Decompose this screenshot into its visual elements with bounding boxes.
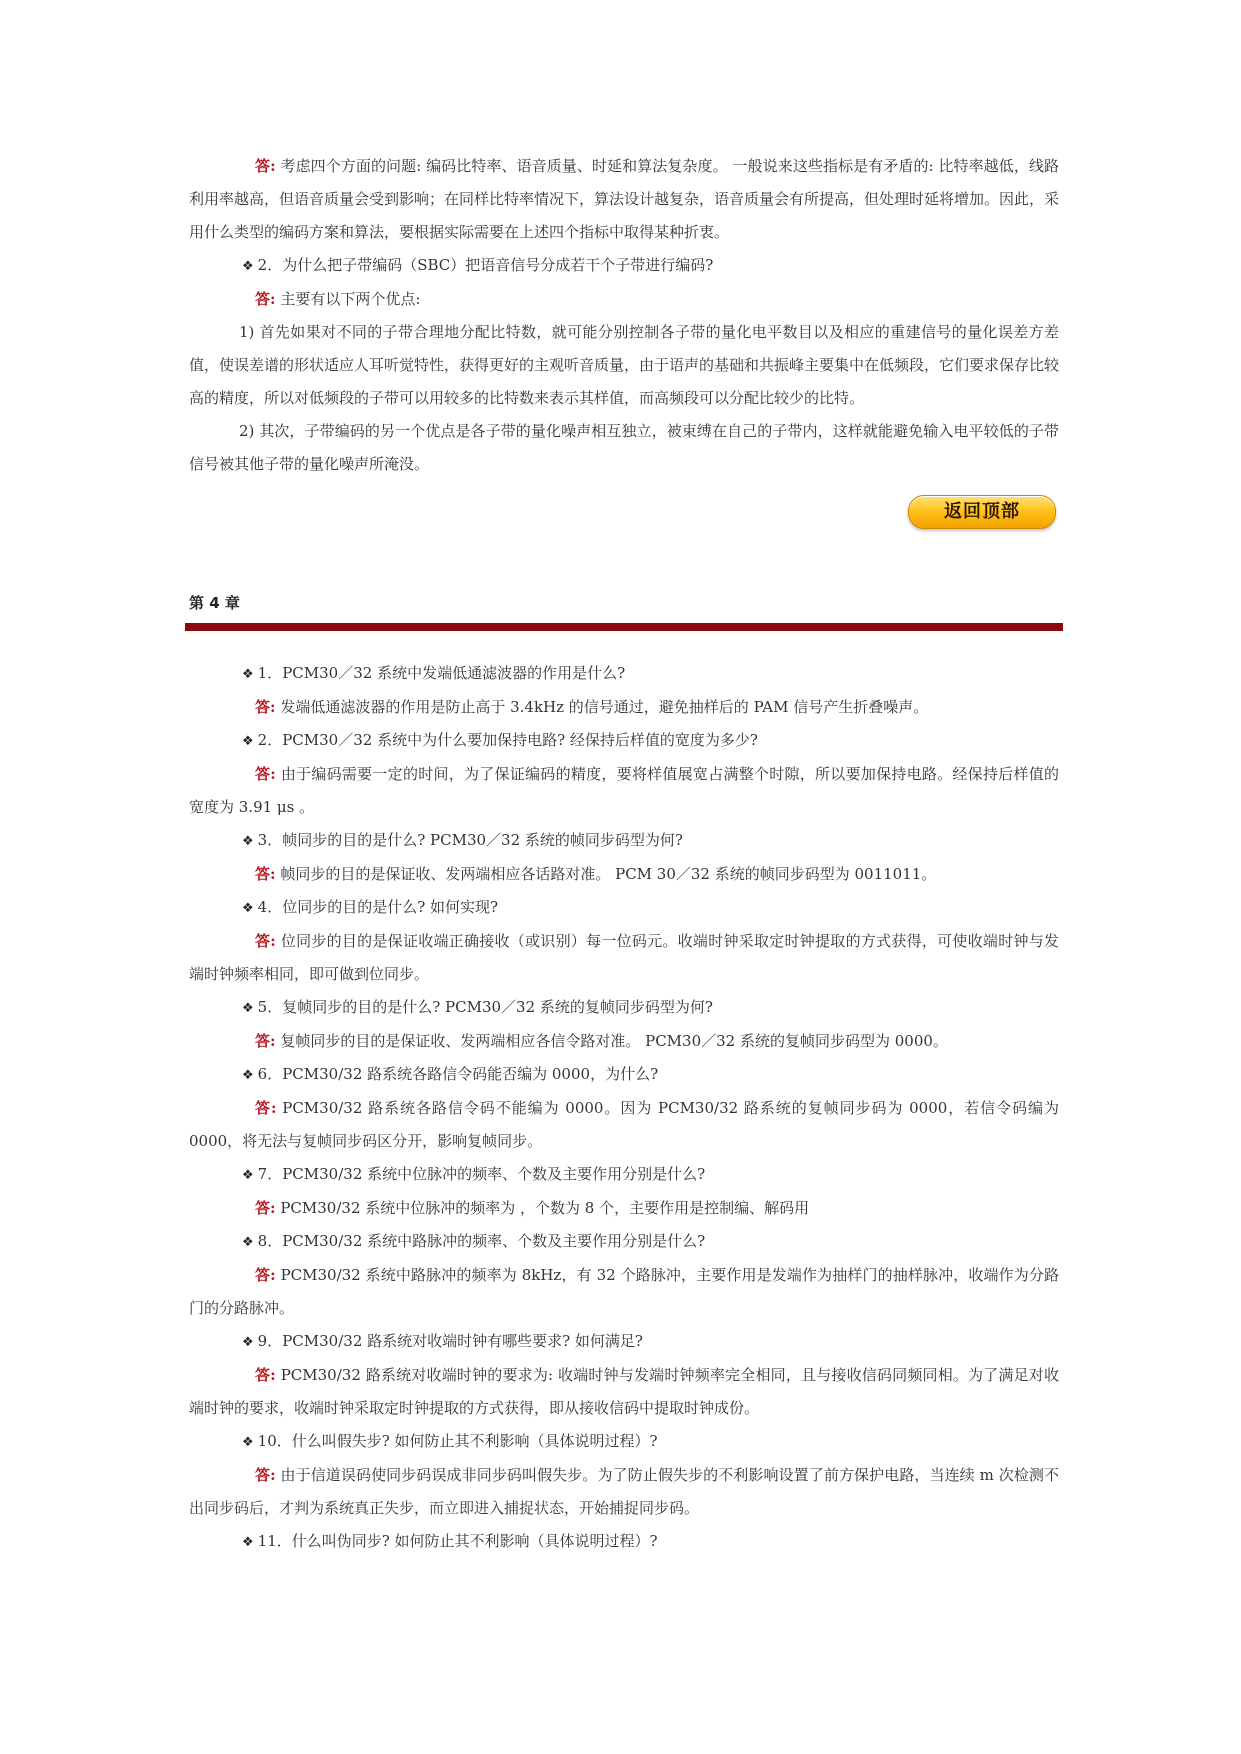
diamond-bullet-icon: ❖ (242, 901, 254, 916)
answer-text: 帧同步的目的是保证收、发两端相应各话路对准。 PCM 30／32 系统的帧同步码型为 0011011。 (280, 865, 937, 883)
answer-label: 答: (255, 290, 276, 308)
answer-label: 答: (255, 157, 276, 175)
answer-paragraph (189, 150, 1059, 249)
question-item (189, 1158, 1059, 1192)
question-text: 4．位同步的目的是什么? 如何实现? (257, 898, 499, 916)
diamond-bullet-icon: ❖ (242, 734, 254, 749)
answer-text: 考虑四个方面的问题: 编码比特率、语音质量、时延和算法复杂度。 一般说来这些指标是有矛盾的: 比特率越低，线路利用率越高，但语音质量会受到影响；在同样比特率情况下，算法设计越复杂，语音质量会有所提高，但处理时延将增加。因此，采用什么类型的编码方案和算法，要根据实际需要在上述四个指标中取得某种折衷。 (189, 157, 1060, 241)
chapter-divider (185, 623, 1063, 631)
diamond-bullet-icon: ❖ (242, 1435, 254, 1450)
diamond-bullet-icon: ❖ (242, 1235, 254, 1250)
question-item (189, 1325, 1059, 1359)
back-to-top-row (189, 481, 1059, 553)
answer-text: 由于信道误码使同步码误成非同步码叫假失步。为了防止假失步的不利影响设置了前方保护电路，当连续 m 次检测不出同步码后，才判为系统真正失步，而立即进入捕捉状态，开始捕捉同步码。 (189, 1466, 1060, 1517)
answer-label: 答: (255, 1466, 276, 1484)
question-text: 9．PCM30/32 路系统对收端时钟有哪些要求? 如何满足? (257, 1332, 643, 1350)
diamond-bullet-icon: ❖ (242, 1001, 254, 1016)
answer-label: 答: (255, 1266, 276, 1284)
question-item (189, 657, 1059, 691)
back-to-top-button[interactable]: 返回顶部 (908, 495, 1056, 529)
answer-text: PCM30/32 系统中位脉冲的频率为 ，个数为 8 个，主要作用是控制编、解码用 (280, 1199, 810, 1217)
answer-text: PCM30/32 系统中路脉冲的频率为 8kHz，有 32 个路脉冲，主要作用是发端作为抽样门的抽样脉冲，收端作为分路门的分路脉冲。 (189, 1266, 1059, 1317)
question-text: 5．复帧同步的目的是什么? PCM30／32 系统的复帧同步码型为何? (257, 998, 713, 1016)
chapter-title: 第 4 章 (189, 594, 240, 612)
question-text: 6．PCM30/32 路系统各路信令码能否编为 0000，为什么? (257, 1065, 659, 1083)
answer-text: 主要有以下两个优点: (280, 290, 421, 308)
answer-paragraph (189, 1459, 1059, 1525)
answer-label: 答: (255, 1099, 277, 1117)
question-text: 1．PCM30／32 系统中发端低通滤波器的作用是什么? (257, 664, 626, 682)
question-item (189, 891, 1059, 925)
answer-paragraph (189, 1025, 1059, 1058)
answer-label: 答: (255, 1366, 276, 1384)
question-text: 7．PCM30/32 系统中位脉冲的频率、个数及主要作用分别是什么? (257, 1165, 706, 1183)
answer-label: 答: (255, 1032, 276, 1050)
diamond-bullet-icon: ❖ (242, 667, 254, 682)
answer-paragraph (189, 758, 1059, 824)
answer-paragraph (189, 691, 1059, 724)
document-page (189, 150, 1059, 1559)
question-text: 8．PCM30/32 系统中路脉冲的频率、个数及主要作用分别是什么? (257, 1232, 706, 1250)
answer-paragraph (189, 1359, 1059, 1425)
question-item (189, 1058, 1059, 1092)
answer-label: 答: (255, 865, 276, 883)
answer-paragraph (189, 858, 1059, 891)
diamond-bullet-icon: ❖ (242, 1168, 254, 1183)
qa-list (189, 657, 1059, 1559)
diamond-bullet-icon: ❖ (242, 834, 254, 849)
answer-point-2: 2) 其次，子带编码的另一个优点是各子带的量化噪声相互独立，被束缚在自己的子带内，这样就能避免输入电平较低的子带信号被其他子带的量化噪声所淹没。 (189, 422, 1059, 473)
diamond-bullet-icon: ❖ (242, 259, 254, 274)
question-text: 2．为什么把子带编码（SBC）把语音信号分成若干个子带进行编码? (257, 256, 714, 274)
answer-label: 答: (255, 765, 276, 783)
question-item (189, 991, 1059, 1025)
answer-label: 答: (255, 932, 276, 950)
question-text: 3．帧同步的目的是什么? PCM30／32 系统的帧同步码型为何? (257, 831, 683, 849)
answer-text: 复帧同步的目的是保证收、发两端相应各信令路对准。 PCM30／32 系统的复帧同步码型为 0000。 (280, 1032, 948, 1050)
answer-label: 答: (255, 698, 276, 716)
question-item (189, 824, 1059, 858)
question-text: 10．什么叫假失步? 如何防止其不利影响（具体说明过程）? (257, 1432, 658, 1450)
diamond-bullet-icon: ❖ (242, 1335, 254, 1350)
answer-text: 位同步的目的是保证收端正确接收（或识别）每一位码元。收端时钟采取定时钟提取的方式获得，可使收端时钟与发端时钟频率相同，即可做到位同步。 (189, 932, 1059, 983)
answer-text: 由于编码需要一定的时间，为了保证编码的精度，要将样值展宽占满整个时隙，所以要加保持电路。经保持后样值的宽度为 3.91 μs 。 (189, 765, 1059, 816)
diamond-bullet-icon: ❖ (242, 1535, 254, 1550)
question-text: 11．什么叫伪同步? 如何防止其不利影响（具体说明过程）? (257, 1532, 658, 1550)
answer-text: PCM30/32 路系统各路信令码不能编为 0000。因为 PCM30/32 路系统的复帧同步码为 0000，若信令码编为 0000，将无法与复帧同步码区分开，影响复帧同步。 (189, 1099, 1059, 1150)
answer-paragraph (189, 283, 1059, 316)
question-item (189, 249, 1059, 283)
question-item (189, 1525, 1059, 1559)
answer-paragraph (189, 925, 1059, 991)
answer-text: PCM30/32 路系统对收端时钟的要求为: 收端时钟与发端时钟频率完全相同，且与接收信码同频同相。为了满足对收端时钟的要求，收端时钟采取定时钟提取的方式获得，即从接收信码中提取时钟成份。 (189, 1366, 1059, 1417)
question-item (189, 1225, 1059, 1259)
answer-text: 发端低通滤波器的作用是防止高于 3.4kHz 的信号通过，避免抽样后的 PAM 信号产生折叠噪声。 (280, 698, 929, 716)
answer-point-1: 1) 首先如果对不同的子带合理地分配比特数，就可能分别控制各子带的量化电平数目以及相应的重建信号的量化误差方差值，使误差谱的形状适应人耳听觉特性，获得更好的主观听音质量，由于语声的基础和共振峰主要集中在低频段，它们要求保存比较高的精度，所以对低频段的子带可以用较多的比特数来表示其样值，而高频段可以分配比较少的比特。 (189, 323, 1060, 407)
answer-paragraph (189, 1092, 1059, 1158)
question-item (189, 724, 1059, 758)
question-text: 2．PCM30／32 系统中为什么要加保持电路? 经保持后样值的宽度为多少? (257, 731, 758, 749)
answer-paragraph (189, 1192, 1059, 1225)
diamond-bullet-icon: ❖ (242, 1068, 254, 1083)
answer-label: 答: (255, 1199, 276, 1217)
question-item (189, 1425, 1059, 1459)
answer-paragraph (189, 1259, 1059, 1325)
